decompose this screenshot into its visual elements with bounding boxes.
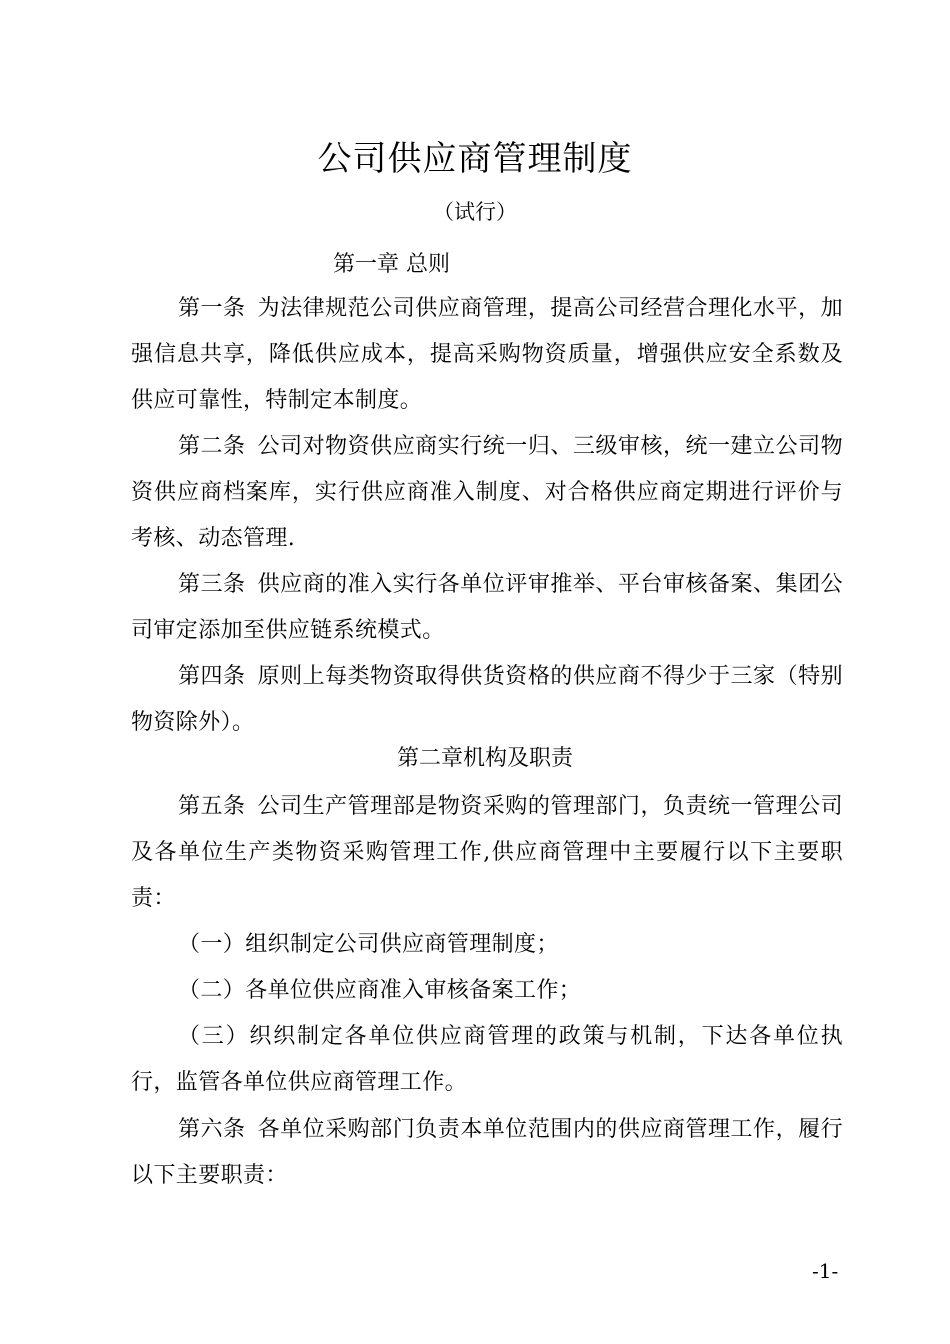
duty-item: （一）组织制定公司供应商管理制度； — [178, 932, 559, 957]
duty-item: （三）织织制定各单位供应商管理的政策与机制，下达各单位执行，监管各单位供应商管理工作。 — [131, 1024, 843, 1095]
document-title: 公司供应商管理制度 — [317, 139, 633, 179]
article-text: 原则上每类物资取得供货资格的供应商不得少于三家（特别物资除外）。 — [131, 664, 844, 735]
article-paragraph — [131, 424, 843, 562]
article-paragraph — [131, 654, 843, 746]
article-text: 公司对物资供应商实行统一归、三级审核，统一建立公司物资供应商档案库，实行供应商准入制度、对合格供应商定期进行评价与考核、动态管理. — [131, 434, 844, 551]
duty-item: （二）各单位供应商准入审核备案工作； — [178, 978, 582, 1003]
article-label: 第三条 — [178, 572, 246, 597]
article-text: 为法律规范公司供应商管理，提高公司经营合理化水平，加强信息共享，降低供应成本，提高采购物资质量，增强供应安全系数及供应可靠性，特制定本制度。 — [131, 296, 844, 413]
article-paragraph — [131, 1107, 843, 1199]
page-number: -1- — [812, 1259, 839, 1283]
document-subtitle: （试行） — [433, 200, 517, 224]
article-text: 各单位采购部门负责本单位范围内的供应商管理工作，履行以下主要职责： — [131, 1117, 844, 1188]
article-paragraph — [131, 286, 843, 424]
article-text: 供应商的准入实行各单位评审推举、平台审核备案、集团公司审定添加至供应链系统模式。 — [131, 572, 844, 643]
article-label: 第二条 — [178, 434, 246, 459]
article-label: 第四条 — [178, 664, 246, 689]
article-label: 第六条 — [178, 1117, 246, 1142]
chapter-heading: 第二章机构及职责 — [396, 746, 573, 771]
chapter-heading: 第一章 总则 — [333, 252, 450, 277]
article-paragraph — [131, 562, 843, 654]
article-label: 第五条 — [178, 794, 246, 819]
article-text: 公司生产管理部是物资采购的管理部门，负责统一管理公司及各单位生产类物资采购管理工作,供应商管理中主要履行以下主要职责： — [131, 794, 844, 911]
article-label: 第一条 — [178, 296, 246, 321]
article-paragraph — [131, 784, 843, 922]
